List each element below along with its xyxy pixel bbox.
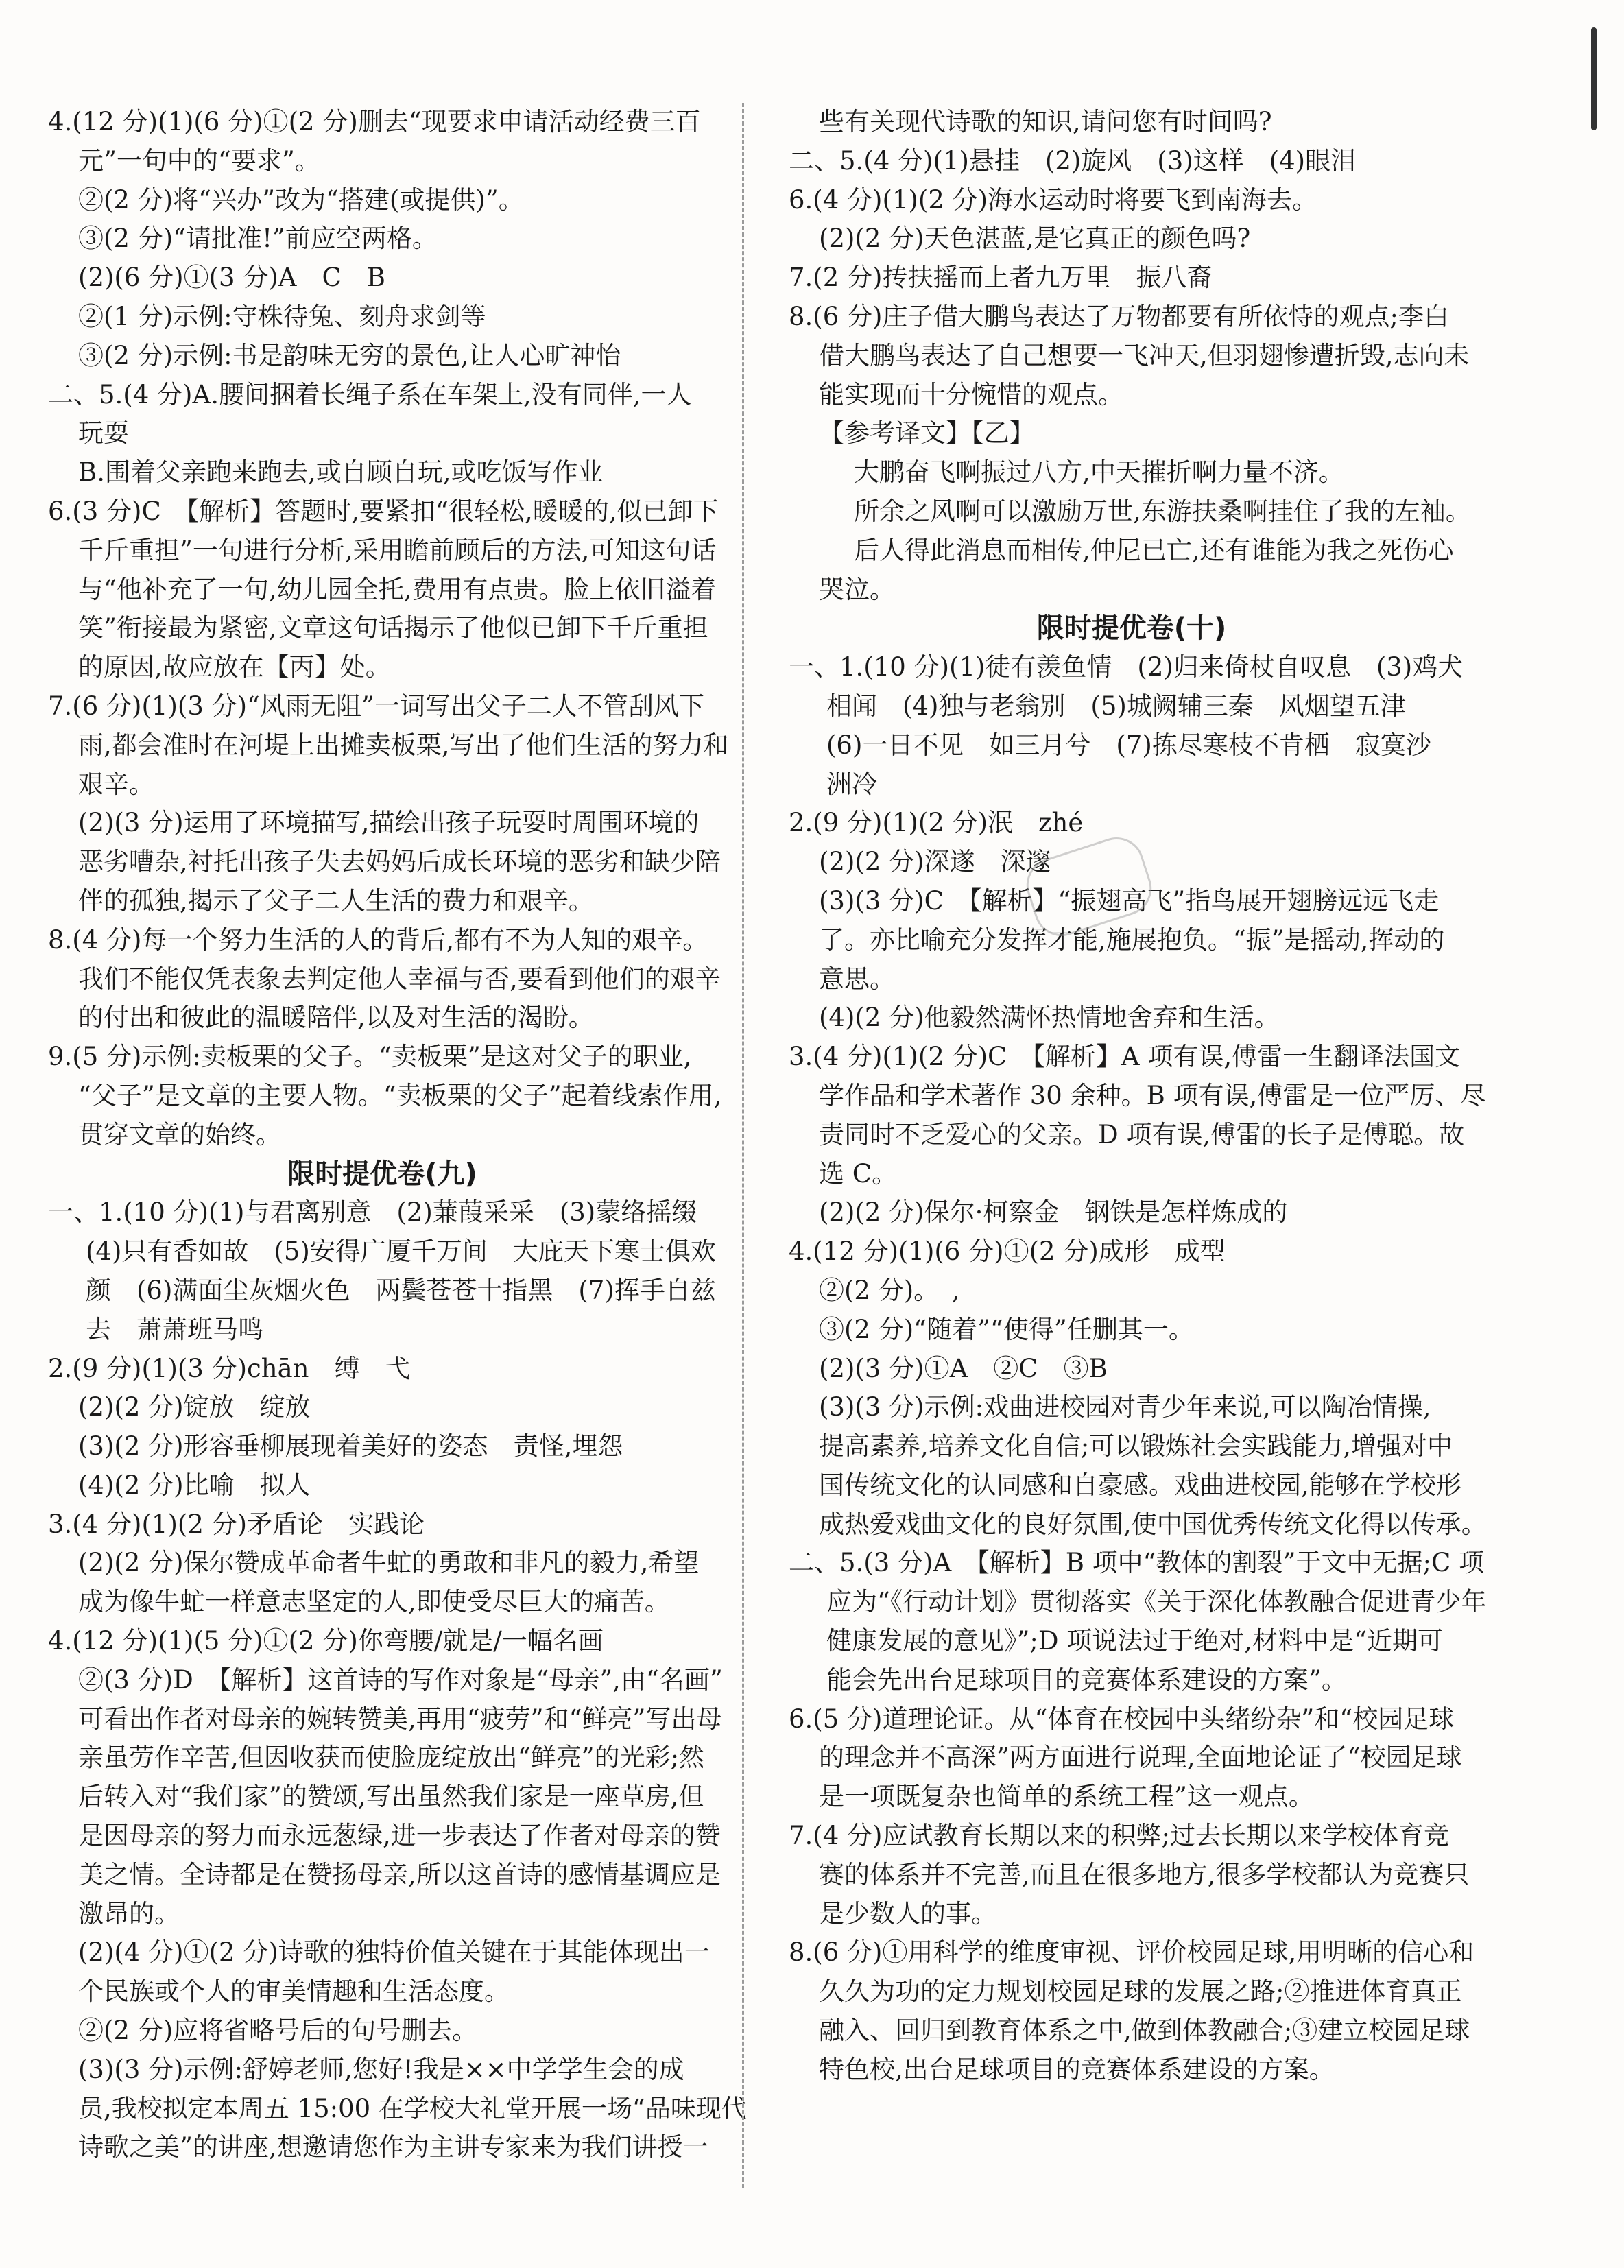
answer-line: 7.(4 分)应试教育长期以来的积弊;过去长期以来学校体育竞	[789, 1821, 1449, 1851]
answer-line: 贯穿文章的始终。	[78, 1119, 281, 1149]
answer-line: 是少数人的事。	[819, 1898, 996, 1929]
answer-line: 的理念并不高深”两方面进行说理,全面地论证了“校园足球	[819, 1743, 1462, 1773]
answer-line: 应为“《行动计划》贯彻落实《关于深化体教融合促进青少年	[826, 1587, 1487, 1617]
answer-line: 成为像牛虻一样意志坚定的人,即使受尽巨大的痛苦。	[78, 1587, 670, 1617]
answer-line: (2)(3 分)运用了环境描写,描绘出孩子玩耍时周围环境的	[78, 808, 700, 838]
answer-line: 一、1.(10 分)(1)徒有羡鱼情 (2)归来倚杖自叹息 (3)鸡犬	[789, 652, 1464, 682]
answer-line: 6.(3 分)C 【解析】答题时,要紧扣“很轻松,暖暖的,似已卸下	[48, 496, 719, 526]
answer-line: 雨,都会准时在河堤上出摊卖板栗,写出了他们生活的努力和	[78, 730, 729, 760]
answer-line: 激昂的。	[78, 1898, 180, 1929]
answer-line: 个民族或个人的审美情趣和生活态度。	[78, 1977, 510, 2007]
answer-line: 艰辛。	[78, 769, 154, 799]
answer-line: (3)(2 分)形容垂柳展现着美好的姿态 责怪,埋怨	[78, 1431, 623, 1461]
answer-line: (2)(2 分)锭放 绽放	[78, 1392, 311, 1422]
answer-line: 笑”衔接最为紧密,文章这句话揭示了他似已卸下千斤重担	[78, 613, 708, 643]
answer-line: (6)一日不见 如三月兮 (7)拣尽寒枝不肯栖 寂寞沙	[826, 730, 1431, 760]
answer-line: 去 萧萧班马鸣	[86, 1314, 263, 1344]
answer-line: ③(2 分)“随着”“使得”任删其一。	[819, 1314, 1194, 1344]
answer-line: 借大鹏鸟表达了自己想要一飞冲天,但羽翅惨遭折毁,志向未	[819, 340, 1470, 370]
answer-line: 一、1.(10 分)(1)与君离别意 (2)蒹葭采采 (3)蒙络摇缀	[48, 1197, 697, 1228]
answer-line: 3.(4 分)(1)(2 分)矛盾论 实践论	[48, 1509, 425, 1539]
answer-line: 相闻 (4)独与老翁别 (5)城阙辅三秦 风烟望五津	[826, 691, 1406, 721]
answer-line: 元”一句中的“要求”。	[78, 145, 320, 176]
answer-line: 伴的孤独,揭示了父子二人生活的费力和艰辛。	[78, 885, 594, 916]
answer-line: B.围着父亲跑来跑去,或自顾自玩,或吃饭写作业	[78, 457, 604, 488]
answer-line: “父子”是文章的主要人物。“卖板栗的父子”起着线索作用,	[78, 1080, 722, 1110]
answer-line: (3)(3 分)C 【解析】“振翅高飞”指鸟展开翅膀远远飞走	[819, 885, 1440, 916]
answer-line: 我们不能仅凭表象去判定他人幸福与否,要看到他们的艰辛	[78, 964, 721, 994]
answer-line: 选 C。	[819, 1158, 898, 1189]
answer-line: 8.(6 分)①用科学的维度审视、评价校园足球,用明晰的信心和	[789, 1937, 1474, 1968]
answer-line: 3.(4 分)(1)(2 分)C 【解析】A 项有误,傅雷一生翻译法国文	[789, 1042, 1461, 1072]
answer-line: ②(2 分)将“兴办”改为“搭建(或提供)”。	[78, 184, 524, 215]
section-title: 限时提优卷(九)	[287, 1158, 477, 1190]
answer-line: 玩耍	[78, 418, 129, 449]
answer-line: 9.(5 分)示例:卖板栗的父子。“卖板栗”是这对父子的职业,	[48, 1042, 692, 1072]
answer-line: 6.(5 分)道理论证。从“体育在校园中头绪纷杂”和“校园足球	[789, 1704, 1455, 1734]
answer-line: 4.(12 分)(1)(6 分)①(2 分)成形 成型	[789, 1237, 1226, 1267]
answer-line: 4.(12 分)(1)(5 分)①(2 分)你弯腰/就是/一幅名画	[48, 1626, 604, 1656]
answer-line: (2)(2 分)保尔赞成革命者牛虻的勇敢和非凡的毅力,希望	[78, 1548, 700, 1578]
answer-line: 2.(9 分)(1)(3 分)chān 缚 弋	[48, 1353, 411, 1383]
answer-line: 融入、回归到教育体系之中,做到体教融合;③建立校园足球	[819, 2016, 1470, 2046]
answer-line: 是因母亲的努力而永远葱绿,进一步表达了作者对母亲的赞	[78, 1821, 721, 1851]
answer-line: 的付出和彼此的温暖陪伴,以及对生活的渴盼。	[78, 1003, 594, 1033]
answer-line: 国传统文化的认同感和自豪感。戏曲进校园,能够在学校形	[819, 1470, 1461, 1500]
answer-line: 所余之风啊可以激励万世,东游扶桑啊挂住了我的左袖。	[854, 496, 1471, 526]
answer-line: (2)(2 分)深遂 深邃	[819, 847, 1051, 877]
answer-line: 学作品和学术著作 30 余种。B 项有误,傅雷是一位严厉、尽	[819, 1080, 1486, 1110]
answer-line: 后转入对“我们家”的赞颂,写出虽然我们家是一座草房,但	[78, 1782, 704, 1812]
column-divider	[742, 103, 744, 2188]
section-title: 限时提优卷(十)	[1036, 612, 1227, 645]
answer-line: (2)(3 分)①A ②C ③B	[819, 1353, 1108, 1383]
answer-line: 的原因,故应放在【丙】处。	[78, 652, 391, 682]
answer-line: 二、5.(4 分)A.腰间捆着长绳子系在车架上,没有同伴,一人	[48, 379, 692, 409]
answer-line: 恶劣嘈杂,衬托出孩子失去妈妈后成长环境的恶劣和缺少陪	[78, 847, 721, 877]
answer-line: (3)(3 分)示例:舒婷老师,您好!我是××中学学生会的成	[78, 2054, 684, 2084]
answer-line: 哭泣。	[819, 574, 895, 604]
answer-line: 后人得此消息而相传,仲尼已亡,还有谁能为我之死伤心	[854, 535, 1454, 565]
answer-line: 提高素养,培养文化自信;可以锻炼社会实践能力,增强对中	[819, 1431, 1453, 1461]
answer-line: 洲冷	[826, 769, 877, 799]
answer-line: 能实现而十分惋惜的观点。	[819, 379, 1123, 409]
answer-line: (4)(2 分)比喻 拟人	[78, 1470, 311, 1500]
answer-line: 大鹏奋飞啊振过八方,中天摧折啊力量不济。	[854, 457, 1344, 488]
answer-line: 【参考译文】【乙】	[819, 418, 1035, 449]
answer-line: 久久为功的定力规划校园足球的发展之路;②推进体育真正	[819, 1977, 1462, 2007]
answer-line: (2)(4 分)①(2 分)诗歌的独特价值关键在于其能体现出一	[78, 1937, 710, 1968]
answer-line: ②(3 分)D 【解析】这首诗的写作对象是“母亲”,由“名画”	[78, 1664, 723, 1695]
answer-line: (2)(6 分)①(3 分)A C B	[78, 263, 385, 293]
answer-line: 7.(6 分)(1)(3 分)“风雨无阻”一词写出父子二人不管刮风下	[48, 691, 704, 721]
answer-line: 千斤重担”一句进行分析,采用瞻前顾后的方法,可知这句话	[78, 535, 717, 565]
answer-line: 赛的体系并不完善,而且在很多地方,很多学校都认为竞赛只	[819, 1859, 1470, 1889]
answer-line: 员,我校拟定本周五 15:00 在学校大礼堂开展一场“品味现代	[78, 2093, 747, 2123]
right-answer-column	[789, 103, 1487, 2090]
answer-line: 了。亦比喻充分发挥才能,施展抱负。“振”是摇动,挥动的	[819, 924, 1445, 955]
answer-line: ②(2 分)。 ,	[819, 1275, 960, 1305]
left-answer-column	[48, 103, 747, 2167]
answer-line: 可看出作者对母亲的婉转赞美,再用“疲劳”和“鲜亮”写出母	[78, 1704, 722, 1734]
answer-line: 成热爱戏曲文化的良好氛围,使中国优秀传统文化得以传承。	[819, 1509, 1487, 1539]
answer-line: ③(2 分)“请批准!”前应空两格。	[78, 224, 438, 254]
answer-line: 8.(6 分)庄子借大鹏鸟表达了万物都要有所依恃的观点;李白	[789, 301, 1449, 331]
answer-line: 亲虽劳作辛苦,但因收获而使脸庞绽放出“鲜亮”的光彩;然	[78, 1743, 705, 1773]
answer-line: 7.(2 分)抟扶摇而上者九万里 振八裔	[789, 263, 1213, 293]
answer-line: 8.(4 分)每一个努力生活的人的背后,都有不为人知的艰辛。	[48, 924, 708, 955]
answer-line: ②(2 分)应将省略号后的句号删去。	[78, 2016, 478, 2046]
answer-line: 4.(12 分)(1)(6 分)①(2 分)删去“现要求申请活动经费三百	[48, 107, 701, 136]
answer-line: 健康发展的意见》”;D 项说法过于绝对,材料中是“近期可	[826, 1626, 1443, 1656]
answer-line: 美之情。全诗都是在赞扬母亲,所以这首诗的感情基调应是	[78, 1859, 721, 1889]
answer-line: ②(1 分)示例:守株待兔、刻舟求剑等	[78, 301, 486, 331]
answer-line: 二、5.(3 分)A 【解析】B 项中“教体的割裂”于文中无据;C 项	[789, 1548, 1485, 1578]
answer-line: 与“他补充了一句,幼儿园全托,费用有点贵。脸上依旧溢着	[78, 574, 717, 604]
answer-line: (4)只有香如故 (5)安得广厦千万间 大庇天下寒士俱欢	[86, 1237, 716, 1267]
answer-line: 6.(4 分)(1)(2 分)海水运动时将要飞到南海去。	[789, 184, 1318, 215]
answer-line: 二、5.(4 分)(1)悬挂 (2)旋风 (3)这样 (4)眼泪	[789, 145, 1357, 176]
answer-line: 颜 (6)满面尘灰烟火色 两鬓苍苍十指黑 (7)挥手自兹	[86, 1275, 716, 1305]
answer-line: 特色校,出台足球项目的竞赛体系建设的方案。	[819, 2054, 1335, 2084]
answer-line: ③(2 分)示例:书是韵味无穷的景色,让人心旷神怡	[78, 340, 621, 370]
answer-line: 2.(9 分)(1)(2 分)泯 zhé	[789, 808, 1084, 838]
answer-line: 责同时不乏爱心的父亲。D 项有误,傅雷的长子是傅聪。故	[819, 1119, 1465, 1149]
answer-line: 能会先出台足球项目的竞赛体系建设的方案”。	[826, 1664, 1347, 1695]
answer-line: 是一项既复杂也简单的系统工程”这一观点。	[819, 1782, 1314, 1812]
answer-line: 些有关现代诗歌的知识,请问您有时间吗?	[819, 107, 1272, 136]
corner-scan-mark	[1591, 27, 1597, 130]
answer-line: (3)(3 分)示例:戏曲进校园对青少年来说,可以陶冶情操,	[819, 1392, 1431, 1422]
answer-line: 诗歌之美”的讲座,想邀请您作为主讲专家来为我们讲授一	[78, 2132, 708, 2162]
answer-line: 意思。	[819, 964, 895, 994]
answer-line: (2)(2 分)保尔·柯察金 钢铁是怎样炼成的	[819, 1197, 1288, 1228]
answer-line: (4)(2 分)他毅然满怀热情地舍弃和生活。	[819, 1003, 1280, 1033]
answer-line: (2)(2 分)天色湛蓝,是它真正的颜色吗?	[819, 224, 1251, 254]
